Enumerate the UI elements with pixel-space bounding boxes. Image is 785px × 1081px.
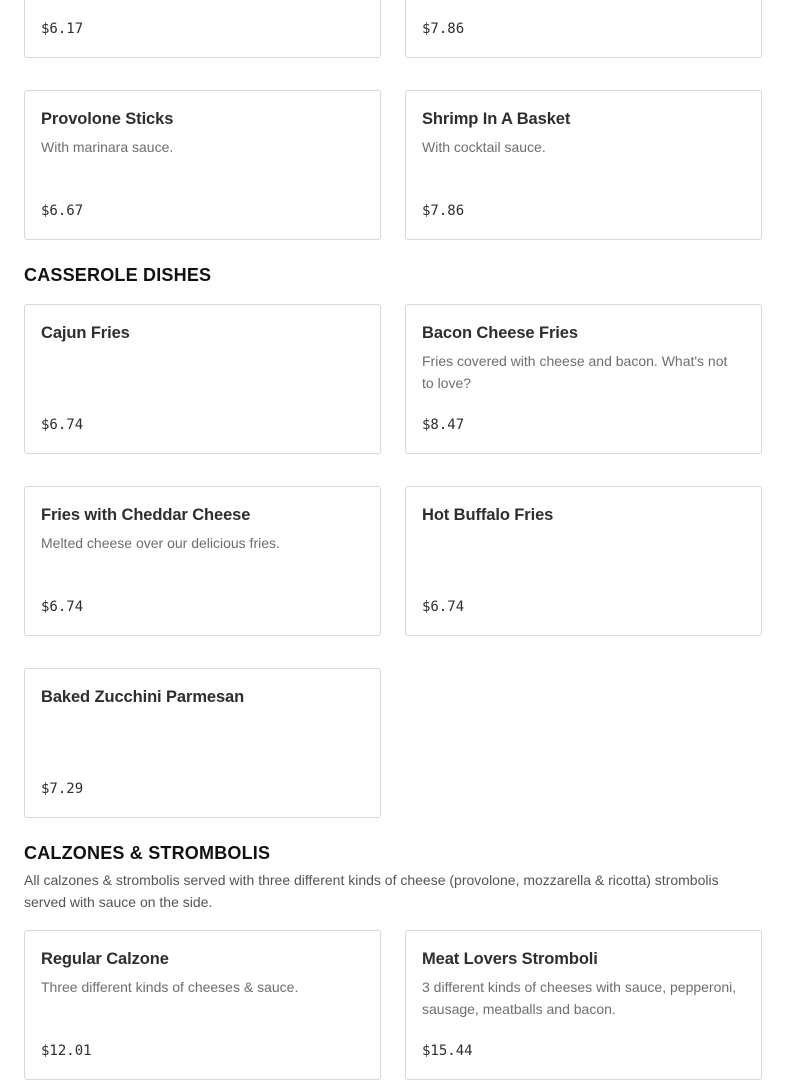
item-name: Meat Lovers Stromboli [422, 950, 598, 968]
menu-item-card[interactable] [24, 930, 381, 1080]
menu-item-card[interactable] [24, 90, 381, 240]
item-description: 3 different kinds of cheeses with sauce, pepperoni, sausage, meatballs and bacon. [422, 979, 737, 1017]
item-price: $6.74 [41, 417, 84, 433]
menu-item-card[interactable] [24, 486, 381, 636]
item-name: Baked Zucchini Parmesan [41, 688, 245, 706]
item-description: Melted cheese over our delicious fries. [41, 535, 280, 551]
menu-item-card[interactable] [405, 930, 762, 1080]
item-price: $6.74 [422, 599, 465, 615]
item-description: With marinara sauce. [41, 139, 174, 155]
item-description: Three different kinds of cheeses & sauce. [41, 979, 299, 995]
item-price: $12.01 [41, 1043, 92, 1059]
item-price: $6.74 [41, 599, 84, 615]
item-name: Regular Calzone [41, 950, 169, 968]
section-title-casserole: CASSEROLE DISHES [24, 265, 212, 285]
item-name: Bacon Cheese Fries [422, 324, 578, 342]
item-price: $15.44 [422, 1043, 473, 1059]
item-description: Fries covered with cheese and bacon. What's not to love? [422, 353, 728, 391]
item-price: $7.86 [422, 203, 465, 219]
menu-item-card[interactable] [24, 668, 381, 818]
item-price: $7.29 [41, 781, 84, 797]
item-description: With cocktail sauce. [422, 139, 546, 155]
menu-item-card[interactable] [405, 486, 762, 636]
item-price: $6.67 [41, 203, 84, 219]
item-name: Provolone Sticks [41, 110, 174, 128]
menu-item-card[interactable] [24, 0, 381, 58]
item-price: $8.47 [422, 417, 465, 433]
section-note-calzones: All calzones & strombolis served with three different kinds of cheese (provolone, mozzarella & ricotta) strombolis served with sauce on the side. [24, 872, 719, 910]
item-price: $6.17 [41, 21, 84, 37]
item-name: Hot Buffalo Fries [422, 506, 554, 524]
item-name: Fries with Cheddar Cheese [41, 506, 251, 524]
menu-item-card[interactable] [405, 0, 762, 58]
menu-item-card[interactable] [405, 304, 762, 454]
item-name: Shrimp In A Basket [422, 110, 571, 128]
menu-item-card[interactable] [405, 90, 762, 240]
item-price: $7.86 [422, 21, 465, 37]
section-title-calzones: CALZONES & STROMBOLIS [24, 843, 271, 863]
menu-item-card[interactable] [24, 304, 381, 454]
item-name: Cajun Fries [41, 324, 130, 342]
